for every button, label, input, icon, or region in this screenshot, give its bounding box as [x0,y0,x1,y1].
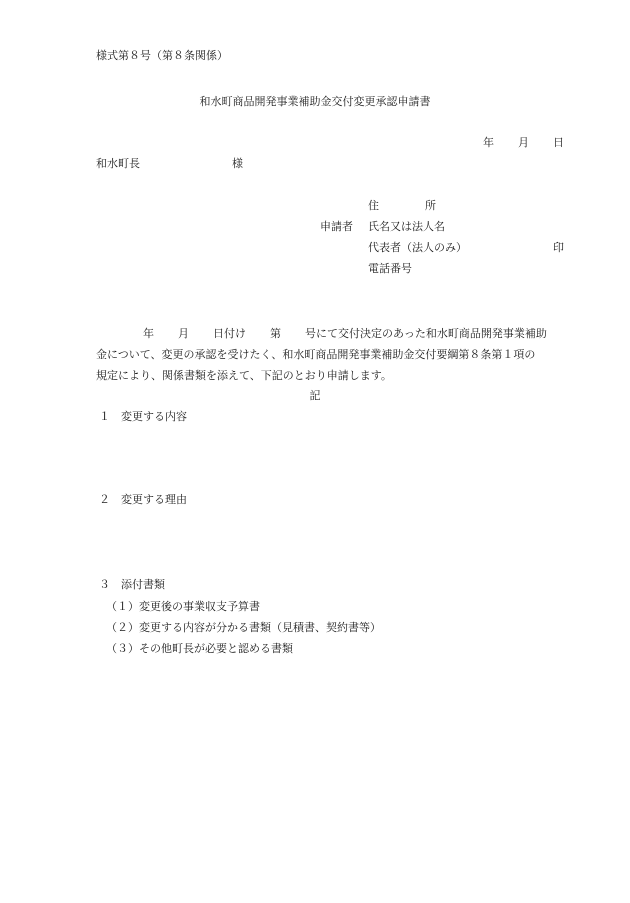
section-change-reason: ２ 変更する理由 [99,493,187,506]
section-change-content: １ 変更する内容 [99,410,187,423]
attachment-item: （３）その他町長が必要と認める書類 [106,642,293,655]
seal-mark: 印 [553,241,564,254]
ki-heading: 記 [309,389,321,402]
paragraph-line-2: 金について、変更の承認を受けたく、和水町商品開発事業補助金交付要綱第８条第１項の [96,348,536,361]
addressee-honorific: 様 [232,157,243,170]
form-number: 様式第８号（第８条関係） [96,49,228,62]
date-line [483,136,564,150]
applicant-phone-label: 電話番号 [368,262,412,275]
section-attachments: ３ 添付書類 [99,578,165,591]
request-paragraph [96,323,574,386]
document-title: 和水町商品開発事業補助金交付変更承認申請書 [199,95,431,108]
applicant-label: 申請者 [320,220,353,233]
addressee-name: 和水町長 [96,157,140,170]
addressee [96,157,243,171]
applicant-address-label [368,199,436,213]
applicant-name-label: 氏名又は法人名 [368,220,445,233]
date-day: 日 [553,136,564,149]
attachment-item: （２）変更する内容が分かる書類（見積書、契約書等） [106,621,381,634]
paragraph-line-1: 年 月 日付け 第 号にて交付決定のあった和水町商品開発事業補助 [143,327,547,340]
applicant-representative-label: 代表者（法人のみ） [368,241,467,254]
date-year: 年 [483,136,494,149]
date-month: 月 [518,136,529,149]
address-suffix: 所 [425,199,436,212]
paragraph-line-3: 規定により、関係書類を添えて、下記のとおり申請します。 [96,369,392,382]
address-prefix: 住 [368,199,379,212]
attachment-item: （１）変更後の事業収支予算書 [106,600,260,613]
